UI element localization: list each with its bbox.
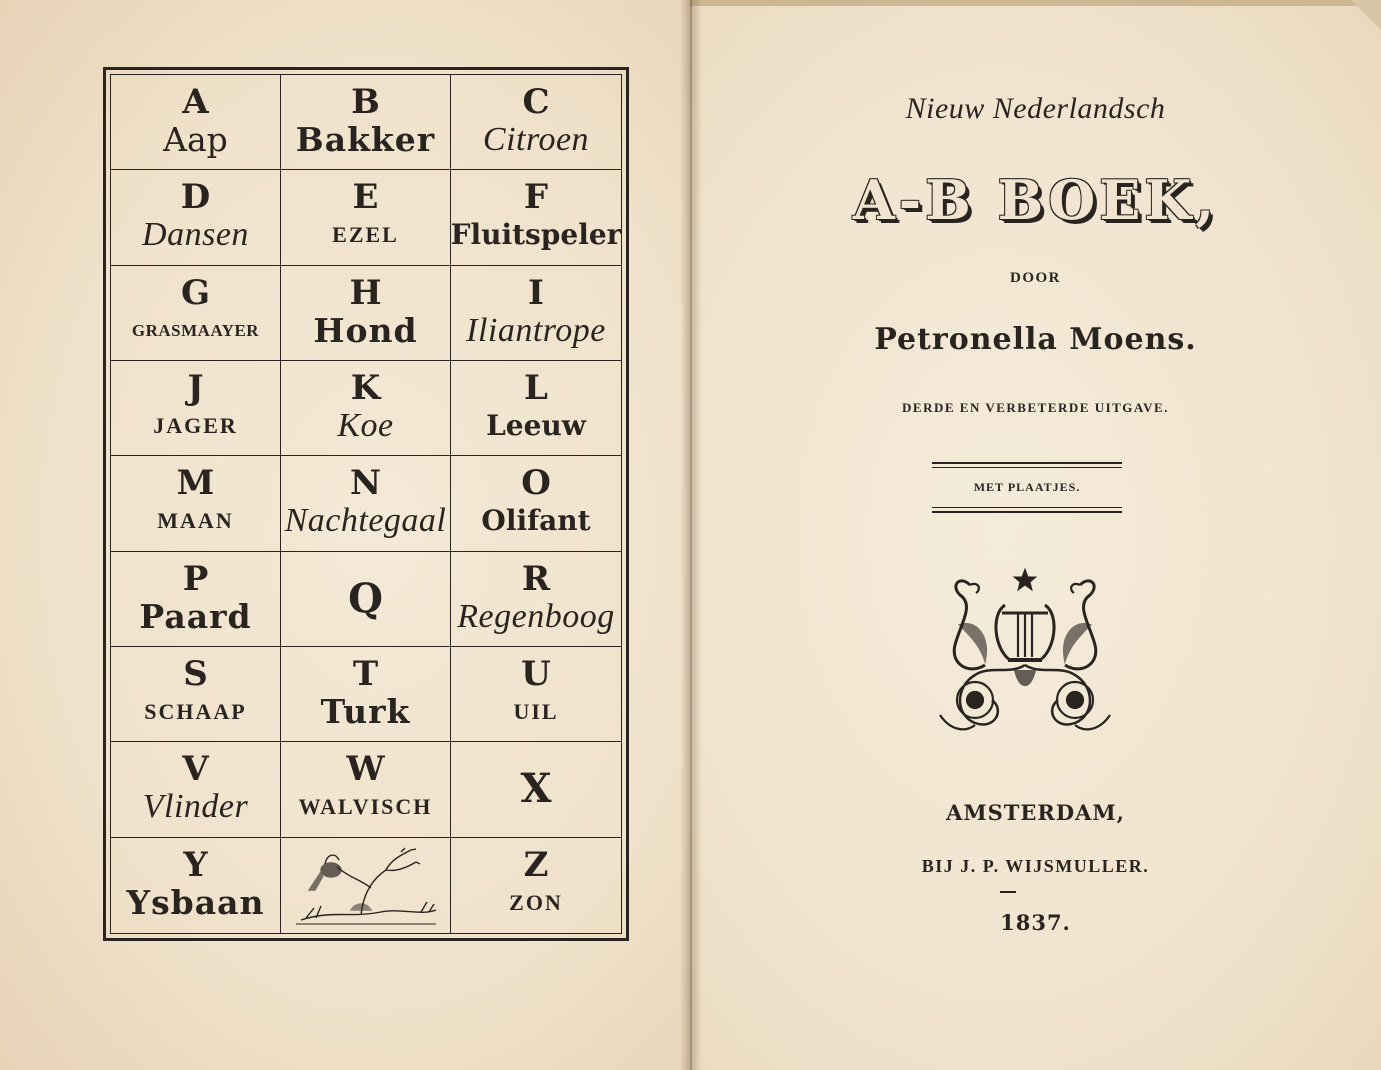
- alphabet-cell: [111, 266, 281, 361]
- alphabet-word: JAGER: [153, 413, 238, 439]
- alphabet-cell: [451, 75, 621, 170]
- publication-city: AMSTERDAM,: [946, 800, 1125, 825]
- alphabet-word: Nachtegaal: [284, 502, 447, 540]
- alphabet-word: Hond: [313, 310, 418, 350]
- alphabet-grid: [110, 74, 622, 934]
- alphabet-cell: [281, 456, 451, 551]
- double-rule-top-thin: [932, 467, 1122, 468]
- alphabet-letter: R: [521, 558, 551, 599]
- alphabet-letter: P: [182, 558, 209, 599]
- alphabet-word: Ysbaan: [126, 883, 265, 923]
- alphabet-cell: [451, 838, 621, 933]
- page-corner: [1351, 0, 1381, 30]
- alphabet-letter: Z: [523, 845, 549, 886]
- alphabet-letter: J: [187, 368, 204, 409]
- alphabet-cell: [111, 361, 281, 456]
- author-name: Petronella Moens.: [874, 322, 1197, 357]
- dash-rule: [1000, 891, 1016, 893]
- alphabet-letter: V: [182, 749, 209, 790]
- double-rule-top: [932, 462, 1122, 464]
- alphabet-word: EZEL: [332, 222, 399, 248]
- alphabet-letter: I: [528, 272, 544, 313]
- alphabet-word: Olifant: [481, 504, 591, 538]
- alphabet-cell: [111, 170, 281, 265]
- alphabet-cell: [111, 647, 281, 742]
- alphabet-letter: W: [346, 749, 385, 790]
- alphabet-letter: S: [183, 654, 208, 695]
- plates-rule-block: [932, 462, 1122, 516]
- alphabet-word: Koe: [337, 407, 394, 445]
- alphabet-cell: [111, 742, 281, 837]
- alphabet-letter: C: [522, 82, 550, 123]
- alphabet-cell: [281, 170, 451, 265]
- alphabet-word: Vlinder: [142, 788, 249, 826]
- bird-on-branch-icon: [291, 840, 441, 930]
- publication-year: 1837.: [1000, 910, 1071, 935]
- alphabet-cell: [451, 266, 621, 361]
- alphabet-word: Fluitspeler: [451, 218, 621, 252]
- alphabet-cell: [281, 266, 451, 361]
- alphabet-word: SCHAAP: [144, 699, 247, 725]
- alphabet-cell: [281, 742, 451, 837]
- alphabet-letter: O: [521, 463, 551, 504]
- alphabet-cell: [451, 361, 621, 456]
- alphabet-cell: [451, 742, 621, 837]
- alphabet-letter: E: [352, 177, 379, 218]
- alphabet-letter: K: [350, 368, 381, 409]
- alphabet-letter: B: [351, 82, 380, 123]
- alphabet-letter: H: [349, 272, 382, 313]
- double-rule-bottom-thin: [932, 507, 1122, 508]
- book-subtitle: Nieuw Nederlandsch: [905, 92, 1166, 125]
- alphabet-cell: [451, 456, 621, 551]
- alphabet-letter: X: [520, 765, 552, 813]
- alphabet-word: GRASMAAYER: [131, 320, 260, 340]
- alphabet-word: ZON: [509, 890, 563, 916]
- alphabet-letter: Q: [348, 574, 383, 622]
- alphabet-word: MAAN: [157, 508, 234, 534]
- alphabet-cell: [281, 647, 451, 742]
- alphabet-cell: [451, 170, 621, 265]
- alphabet-letter: F: [523, 177, 549, 218]
- alphabet-word: Turk: [320, 692, 411, 732]
- alphabet-cell: [451, 647, 621, 742]
- alphabet-letter: M: [176, 463, 215, 504]
- alphabet-cell: [281, 361, 451, 456]
- alphabet-word: UIL: [513, 699, 559, 725]
- alphabet-letter: G: [180, 272, 211, 313]
- alphabet-letter: T: [352, 654, 379, 695]
- alphabet-table: [103, 67, 629, 941]
- alphabet-letter: D: [180, 177, 211, 218]
- alphabet-cell: [281, 838, 451, 933]
- lyre-swans-vignette-icon: [930, 565, 1120, 755]
- edition-label: DERDE EN VERBETERDE UITGAVE.: [902, 400, 1169, 415]
- publisher-name: BIJ J. P. WIJSMULLER.: [921, 856, 1150, 876]
- alphabet-letter: L: [524, 368, 548, 409]
- page-edge: [690, 0, 1381, 6]
- alphabet-word: Regenboog: [457, 597, 615, 635]
- alphabet-cell: [111, 75, 281, 170]
- book-title: A-B BOEK,: [852, 168, 1219, 232]
- alphabet-word: Leeuw: [486, 409, 586, 443]
- alphabet-word: Iliantrope: [466, 311, 606, 349]
- alphabet-letter: N: [349, 463, 382, 504]
- alphabet-letter: U: [521, 654, 551, 695]
- alphabet-cell: [111, 552, 281, 647]
- alphabet-cell: [451, 552, 621, 647]
- alphabet-word: Bakker: [295, 120, 436, 160]
- alphabet-letter: A: [182, 82, 209, 123]
- alphabet-word: Aap: [163, 120, 228, 160]
- alphabet-letter: Y: [183, 845, 208, 886]
- alphabet-word: Paard: [139, 596, 252, 636]
- alphabet-cell: [111, 456, 281, 551]
- plates-label: MET PLAATJES.: [973, 480, 1081, 494]
- alphabet-word: Citroen: [482, 121, 590, 159]
- alphabet-cell: [281, 552, 451, 647]
- alphabet-word: WALVISCH: [298, 794, 433, 820]
- alphabet-word: Dansen: [142, 216, 249, 254]
- double-rule-bottom: [932, 511, 1122, 513]
- alphabet-cell: [281, 75, 451, 170]
- alphabet-cell: [111, 838, 281, 933]
- by-label: DOOR: [1010, 270, 1061, 286]
